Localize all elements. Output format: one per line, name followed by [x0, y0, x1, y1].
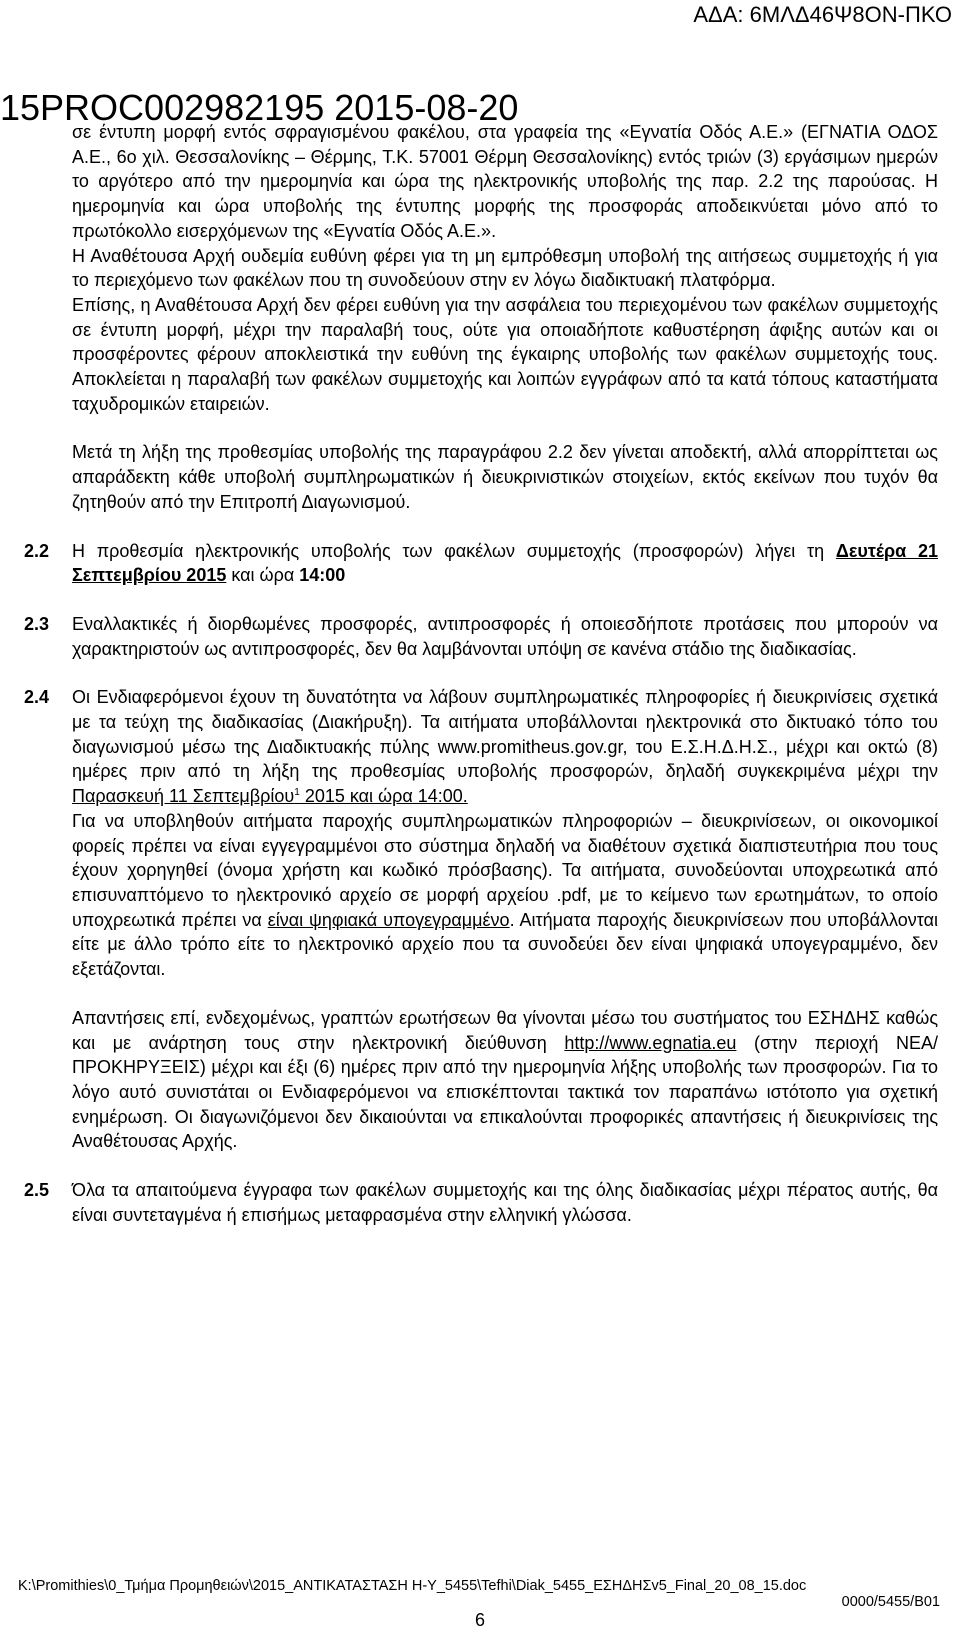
section-number: 2.4: [24, 687, 50, 708]
paragraph-security: Επίσης, η Αναθέτουσα Αρχή δεν φέρει ευθύνη για την ασφάλεια του περιεχομένου των φακέλων συμμετοχής σε έντυπη μορφή, μέχρι την παραλαβή τους, ούτε για οποιαδήποτε καθυστέρηση άφιξης αυτών και οι προσφέροντες φέρουν αποκλειστικά την ευθύνη της έγκαιρης υποβολής των φακέλων συμμετοχής τους. Αποκλείεται η παραλαβή των φακέλων συμμετοχής και λοιπών εγγράφων από τα κατά τόπους καταστήματα ταχυδρομικών εταιρειών.: [72, 294, 938, 414]
paragraph-submission: σε έντυπη μορφή εντός σφραγισμένου φακέλου, στα γραφεία της «Εγνατία Οδός Α.Ε.» (ΕΓΝΑΤΙΑ ΟΔΟΣ Α.Ε., 6ο χιλ. Θεσσαλονίκης – Θέρμης, Τ.Κ. 57001 Θέρμη Θεσσαλονίκης) εντός τριών (3) εργάσιμων ημερών το αργότερο από την ημερομηνία και ώρα της ηλεκτρονικής υποβολής της παρ. 2.2 της παρούσας. Η ημερομηνία και ώρα υποβολής της έντυπης μορφής της προσφοράς αποδεικνύεται μόνο από το πρωτόκολλο εισερχόμενων της «Εγνατία Οδός Α.Ε.».: [72, 122, 938, 241]
ada-code: ΑΔΑ: 6ΜΛΔ46Ψ8ΟΝ-ΠΚΟ: [693, 2, 952, 27]
section-number: 2.2: [24, 540, 50, 561]
section-2-2: [24, 539, 938, 588]
requests-text: Για να υποβληθούν αιτήματα παροχής συμπληρωματικών πληροφοριών – διευκρινίσεων, οι οικονομικοί φορείς πρέπει να είναι εγγεγραμμένοι στο σύστημα δηλαδή να διαθέτουν σχετικά διαπιστευτήρια που τους έχουν χορηγηθεί (όνομα χρήστη και κωδικό πρόσβασης). Τα αιτήματα, συνοδεύονται υποχρεωτικά από επισυναπτόμενο το ηλεκτρονικό αρχείο σε μορφή αρχείου .pdf, με το κείμενο των ερωτημάτων, το οποίο υποχρεωτικά πρέπει να: [72, 810, 938, 930]
answers-text: Απαντήσεις επί, ενδεχομένως, γραπτών ερωτήσεων θα γίνονται μέσω του συστήματος του ΕΣΗΔΗΣ καθώς και με ανάρτηση τους στην ηλεκτρονική διεύθυνση: [72, 1007, 938, 1053]
egnatia-link[interactable]: http://www.egnatia.eu: [564, 1032, 737, 1053]
section-number: 2.3: [24, 613, 50, 634]
file-path: K:\Promithies\0_Τμήμα Προμηθειών\2015_ΑΝΤΙΚΑΤΑΣΤΑΣΗ Η-Υ_5455\Tefhi\Diak_5455_ΕΣΗΔΗΣv5_Final_20_08_15.doc: [18, 1578, 807, 1594]
section-text: Η προθεσμία ηλεκτρονικής υποβολής των φακέλων συμμετοχής (προσφορών) λήγει τη: [72, 540, 825, 561]
section-text: Οι Ενδιαφερόμενοι έχουν τη δυνατότητα να λάβουν συμπληρωματικές πληροφορίες ή διευκρινίσεις σχετικά με τα τεύχη της διαδικασίας (Διακήρυξη). Τα αιτήματα υποβάλλονται ηλεκτρονικά στο δικτυακό τόπο του διαγωνισμού μέσω της Διαδικτυακής πύλης www.promitheus.gov.gr, του Ε.Σ.Η.Δ.Η.Σ., μέχρι και οκτώ (8) ημέρες πριν από τη λήξη της προθεσμίας υποβολής προσφορών, δηλαδή συγκεκριμένα μέχρι την: [72, 687, 938, 782]
answers-text-end: (στην περιοχή ΝΕΑ/ΠΡΟΚΗΡΥΞΕΙΣ) μέχρι και έξι (6) ημέρες πριν από την ημερομηνία λήξης υποβολής των προσφορών. Για το λόγο αυτό συνιστάται οι Ενδιαφερόμενοι να επισκέπτονται τακτικά τον παραπάνω ιστότοπο για σχετική ενημέρωση. Οι διαγωνιζόμενοι δεν δικαιούνται να επικαλούνται προφορικές απαντήσεις ή διευκρινίσεις της Αναθέτουσας Αρχής.: [72, 1032, 938, 1152]
signed-requirement: είναι ψηφιακά υπογεγραμμένο: [267, 909, 510, 930]
document-body: [24, 120, 938, 1227]
section-number: 2.5: [24, 1180, 50, 1201]
section-2-5: [24, 1178, 938, 1227]
paragraph-liability: Η Αναθέτουσα Αρχή ουδεμία ευθύνη φέρει για τη μη εμπρόθεσμη υποβολή της αιτήσεως συμμετοχής ή για το περιεχόμενο των φακέλων που τη συνοδεύουν στην εν λόγω διαδικτυακή πλατφόρμα.: [72, 245, 938, 291]
clarification-deadline: Παρασκευή 11 Σεπτεμβρίου$^1$ 2015 και ώρα 14:00.: [72, 786, 468, 807]
protocol-watermark: 15PROC002982195 2015-08-20: [0, 87, 519, 128]
document-code: 0000/5455/Β01: [841, 1594, 940, 1610]
section-2-3: [24, 612, 938, 661]
section-text: Εναλλακτικές ή διορθωμένες προσφορές, αντιπροσφορές ή οποιεσδήποτε προτάσεις που μπορούν να χαρακτηριστούν ως αντιπροσφορές, δεν θα λαμβάνονται υπόψη σε κανένα στάδιο της διαδικασίας.: [72, 613, 938, 659]
section-2-4: [24, 685, 938, 1154]
deadline-time: 14:00: [299, 565, 346, 586]
paragraph-deadline-expiry: Μετά τη λήξη της προθεσμίας υποβολής της παραγράφου 2.2 δεν γίνεται αποδεκτή, αλλά απορρίπτεται ως απαράδεκτη κάθε υποβολή συμπληρωματικών ή διευκρινιστικών στοιχείων, εκτός εκείνων που τυχόν θα ζητηθούν από την Επιτροπή Διαγωνισμού.: [72, 442, 938, 512]
page-number: 6: [474, 1610, 485, 1630]
footer: [18, 1578, 940, 1610]
section-text: Όλα τα απαιτούμενα έγγραφα των φακέλων συμμετοχής και της όλης διαδικασίας μέχρι πέρατος αυτής, θα είναι συντεταγμένα ή επισήμως μεταφρασμένα στην ελληνική γλώσσα.: [72, 1180, 938, 1225]
deadline-mid: και ώρα: [231, 565, 295, 586]
deadline-date: Δευτέρα 21 Σεπτεμβρίου 2015: [72, 540, 938, 586]
footnote-marker: 1: [294, 787, 300, 799]
requests-text-end: . Αιτήματα παροχής διευκρινίσεων που υποβάλλονται είτε με άλλο τρόπο είτε το ηλεκτρονικό αρχείο που τα συνοδεύει δεν είναι ψηφιακά υπογεγραμμένο, δεν εξετάζονται.: [72, 909, 938, 980]
